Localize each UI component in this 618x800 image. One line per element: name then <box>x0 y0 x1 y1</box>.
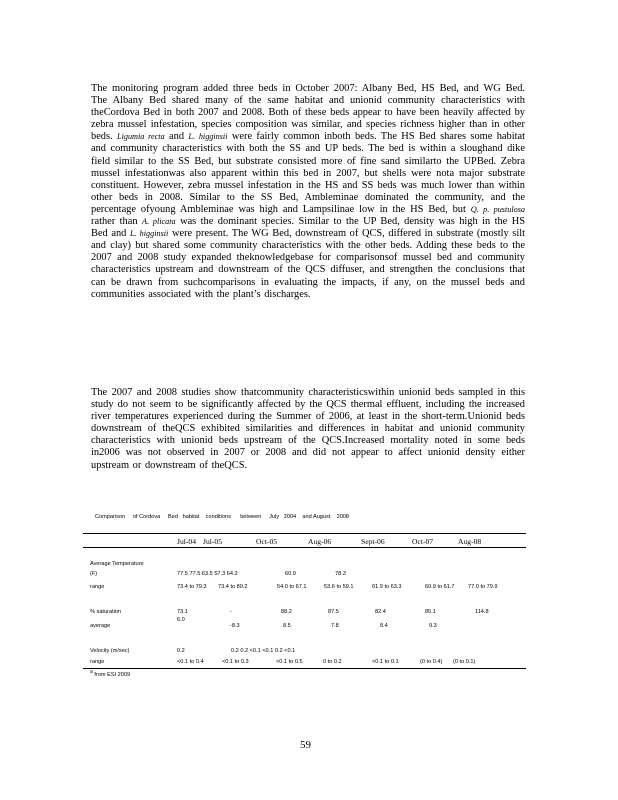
table-footnote <box>90 669 130 678</box>
row-label-range: range <box>90 584 105 590</box>
col-header-jul05: Jul-05 <box>203 537 222 546</box>
sat-value: 82.4 <box>375 609 386 615</box>
row-label-avg-temp: Average Temperature <box>90 561 144 567</box>
sat-value: 87.5 <box>328 609 339 615</box>
page-number: 59 <box>300 739 311 751</box>
vel-range: 0 to 0.2 <box>323 659 342 665</box>
text-run: were present. The WG Bed, downstream of QCS, differed in substrate (mostly silt and clay) but shared some community characteristics with the other beds. Adding these beds to the 2007 and 2008 study expanded theknowledgebase for comparisonsof mussel bed and community characteristics upstream and downstream of the QCS diffuser, and strengthen the conclusions that can be drawn from suchcomparisons in evaluating the impacts, if any, on the mussel beds and communities associated with the plant’s discharges. <box>91 228 526 300</box>
table-rule-bottom <box>83 668 526 669</box>
sat-second: 6.0 <box>177 617 185 623</box>
table-caption: Comparison of Cordova Bed habitat conditions between July 2004 and August 2008 <box>95 514 350 520</box>
species-name: A. plicata <box>141 217 176 227</box>
text-run: The monitoring program added three beds in October 2007: Albany Bed, HS Bed, and WG Bed. The Albany Bed shared many of the same habitat and unionid community characteristics with theCordova Bed in both 2007 and 2008. Both of these beds appear to have been heavily affected by zebra mussel infestation, species composition was similar, and species richness higher than in other beds. <box>91 83 525 143</box>
vel-range: <0.1 to 0.1 <box>372 659 399 665</box>
sat-second: 8.4 <box>380 623 388 629</box>
row-label-average: average <box>90 623 111 629</box>
paragraph-monitoring-beds <box>91 83 525 301</box>
footnote-marker: a <box>90 669 93 675</box>
sat-second: 9.3 <box>429 623 437 629</box>
temp-range: 77.0 to 79.9 <box>468 584 498 590</box>
sat-second: 7.8 <box>331 623 339 629</box>
table-rule-header <box>83 547 526 548</box>
col-header-oct05: Oct-05 <box>256 537 278 546</box>
vel-range: (0 to 0.1) <box>453 659 476 665</box>
temp-range: 61.9 to 63.3 <box>372 584 402 590</box>
vel-range: <0.1 to 0.3 <box>222 659 249 665</box>
vel-range: <0.1 to 0.4 <box>177 659 204 665</box>
vel-value: 0.2 <box>177 648 185 654</box>
text-run: were fairly common inboth beds. The HS Bed shares some habitat and community characteristics with both the SS and UP beds. The bed is within a sloughand dike field similar to the SS Bed, but substrate consisted more of fine sand similarto the UPBed. Zebra mussel infestationwas also apparent within this bed in 2007, but shells were nota major substrate constituent. However, zebra mussel infestation in the HS and SS beds was much lower than within other beds in 2008. Similar to the SS Bed, Ambleminae dominated the community, and the percentage ofyoung Ambleminae was high and Lampsilinae low in the HS Bed, but <box>91 131 525 215</box>
species-name: Ligumia recta <box>117 132 165 142</box>
row-label-saturation: % saturation <box>90 609 122 615</box>
temp-values: 77.5 77.5 63.5 57.3 64.2 <box>177 571 238 577</box>
text-run: and <box>164 131 189 143</box>
paragraph-text <box>91 83 525 301</box>
species-name: L. higginsii <box>188 132 228 142</box>
temp-range: 53.6 to 59.1 <box>324 584 354 590</box>
temp-range: 73.4 to 79.3 <box>177 584 207 590</box>
col-header-aug06: Aug-06 <box>308 537 332 546</box>
text-run: rather than <box>91 216 142 228</box>
paragraph-study-conclusions <box>91 387 525 472</box>
temp-range: 54.0 to 67.1 <box>277 584 307 590</box>
vel-range: (0 to 0.4) <box>420 659 443 665</box>
species-name: Q. p. pustulosa <box>470 204 525 214</box>
vel-range: <0.1 to 0.5 <box>276 659 303 665</box>
text-run: was the dominant species. Similar to the UP Bed, density was high in the HS Bed and <box>91 216 526 240</box>
row-label-range: range <box>90 659 105 665</box>
sat-value: 114.8 <box>475 609 489 615</box>
temp-aug06: 60.9 <box>285 571 296 577</box>
col-header-jul04: Jul-04 <box>177 537 196 546</box>
sat-value: 73.1 <box>177 609 188 615</box>
sat-value: - <box>230 609 232 615</box>
sat-second: -8.3 <box>230 623 240 629</box>
row-label-velocity: Velocity (m/sec) <box>90 648 130 654</box>
col-header-sept06: Sept-06 <box>361 537 385 546</box>
row-label-unit-f: (F) <box>90 571 98 577</box>
temp-sept06: 78.3 <box>335 571 346 577</box>
sat-value: 88.2 <box>281 609 292 615</box>
paragraph-text: The 2007 and 2008 studies show thatcommunity characteristicswithin unionid beds sampled in this study do not seem to be significantly affected by the QCS thermal effluent, including the increased river temperatures experienced during the Summer of 2006, at least in the short-term.Unionid beds downstream of theQCS exhibited similarities and differences in habitat and unionid community characteristics with unionid beds upstream of the QCS.Increased mortality noted in some beds in2006 was not observed in 2007 or 2008 and did not appear to affect unionid density either upstream or downstream of theQCS. <box>91 387 525 471</box>
footnote-text: from ESI 2009 <box>94 672 131 678</box>
table-rule-top <box>83 533 526 534</box>
temp-range: 60.9 to 61.7 <box>425 584 455 590</box>
col-header-aug08: Aug-08 <box>458 537 482 546</box>
sat-second: 8.5 <box>283 623 291 629</box>
vel-values: 0.2 0.2 <0.1 <0.1 0.2 <0.1 <box>231 648 296 654</box>
col-header-oct07: Oct-07 <box>412 537 434 546</box>
sat-value: 85.1 <box>425 609 436 615</box>
temp-range: 73.4 to 80.2 <box>218 584 248 590</box>
species-name: L. higginsii <box>129 229 169 239</box>
